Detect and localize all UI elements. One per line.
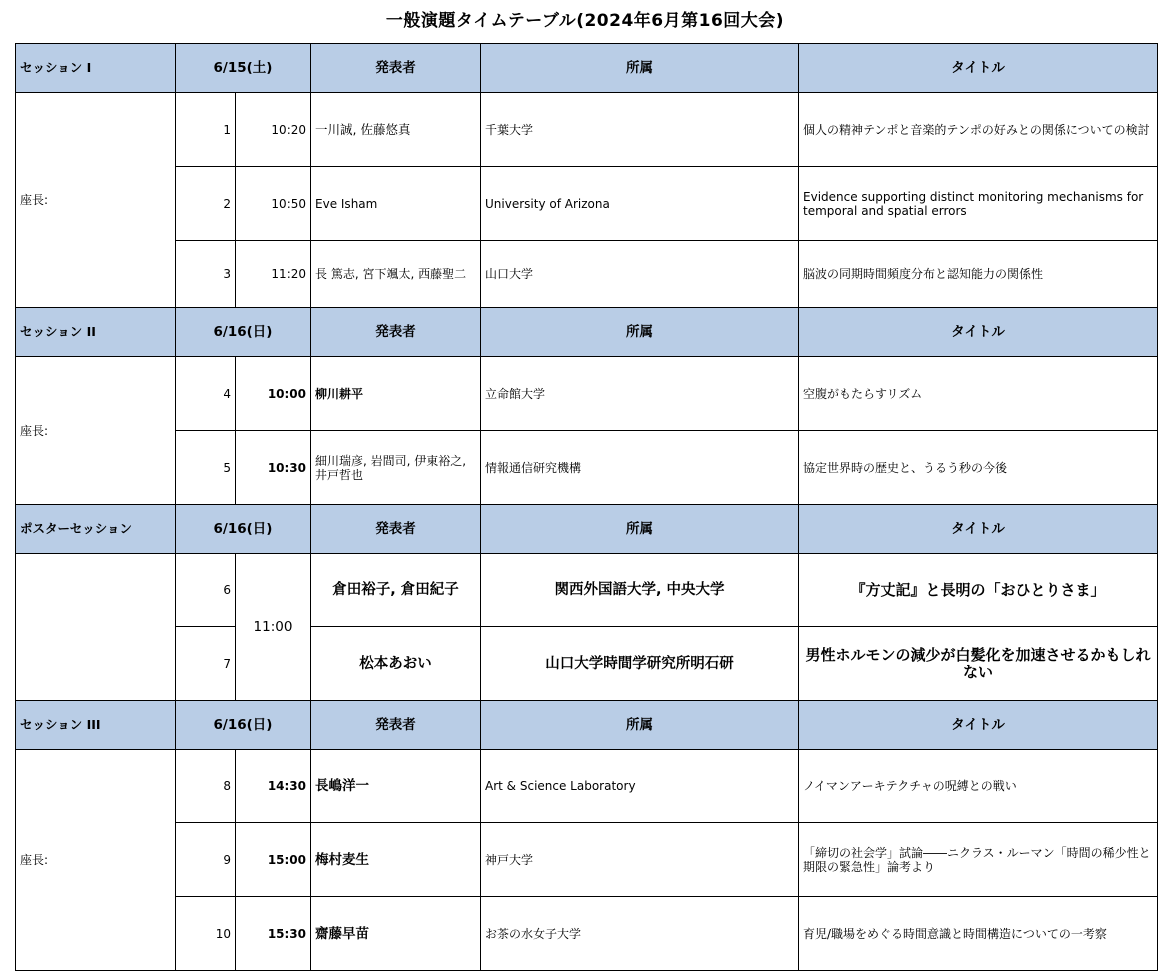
- presentation-number: 2: [176, 167, 236, 241]
- presenter: 長 篤志, 宮下颯太, 西藤聖二: [311, 241, 481, 308]
- presentation-time: 10:20: [236, 93, 311, 167]
- presentation-title: 「締切の社会学」試論――ニクラス・ルーマン「時間の稀少性と期限の緊急性」論考より: [799, 823, 1158, 897]
- session2-chair: 座長:: [16, 357, 176, 505]
- poster-header: [16, 505, 1158, 554]
- presentation-title: 男性ホルモンの減少が白髪化を加速させるかもしれない: [799, 627, 1158, 701]
- affiliation: 千葉大学: [481, 93, 799, 167]
- table-row: [16, 93, 1158, 167]
- affiliation: 神戸大学: [481, 823, 799, 897]
- affiliation: お茶の水女子大学: [481, 897, 799, 971]
- presenter-header: 発表者: [311, 308, 481, 357]
- affiliation: 立命館大学: [481, 357, 799, 431]
- presenter: Eve Isham: [311, 167, 481, 241]
- affiliation: University of Arizona: [481, 167, 799, 241]
- affiliation-header: 所属: [481, 308, 799, 357]
- table-row: [16, 897, 1158, 971]
- presentation-number: 3: [176, 241, 236, 308]
- session1-name: セッション I: [16, 44, 176, 93]
- presentation-time: 10:30: [236, 431, 311, 505]
- presentation-time: 10:00: [236, 357, 311, 431]
- session3-header: [16, 701, 1158, 750]
- table-row: [16, 627, 1158, 701]
- presenter-header: 発表者: [311, 505, 481, 554]
- presenter: 細川瑞彦, 岩間司, 伊東裕之, 井戸哲也: [311, 431, 481, 505]
- presenter: 倉田裕子, 倉田紀子: [311, 554, 481, 627]
- session2-name: セッション II: [16, 308, 176, 357]
- presentation-time: 15:30: [236, 897, 311, 971]
- table-row: [16, 750, 1158, 823]
- timetable: [15, 43, 1158, 971]
- table-row: [16, 167, 1158, 241]
- affiliation: 情報通信研究機構: [481, 431, 799, 505]
- presentation-number: 6: [176, 554, 236, 627]
- presentation-time: 10:50: [236, 167, 311, 241]
- presentation-number: 9: [176, 823, 236, 897]
- affiliation: 関西外国語大学, 中央大学: [481, 554, 799, 627]
- presentation-number: 8: [176, 750, 236, 823]
- presentation-title: 育児/職場をめぐる時間意識と時間構造についての一考察: [799, 897, 1158, 971]
- table-row: [16, 431, 1158, 505]
- presentation-title: 『方丈記』と長明の「おひとりさま」: [799, 554, 1158, 627]
- presentation-time: 15:00: [236, 823, 311, 897]
- presenter: 松本あおい: [311, 627, 481, 701]
- title-header: タイトル: [799, 505, 1158, 554]
- session1-date: 6/15(土): [176, 44, 311, 93]
- presentation-number: 1: [176, 93, 236, 167]
- affiliation-header: 所属: [481, 44, 799, 93]
- presenter: 梅村麦生: [311, 823, 481, 897]
- title-header: タイトル: [799, 308, 1158, 357]
- poster-chair-empty: [16, 554, 176, 701]
- presentation-title: 協定世界時の歴史と、うるう秒の今後: [799, 431, 1158, 505]
- presentation-time: 11:20: [236, 241, 311, 308]
- affiliation-header: 所属: [481, 701, 799, 750]
- affiliation-header: 所属: [481, 505, 799, 554]
- table-row: [16, 241, 1158, 308]
- affiliation: 山口大学時間学研究所明石研: [481, 627, 799, 701]
- presenter: 一川誠, 佐藤悠真: [311, 93, 481, 167]
- presentation-time: 14:30: [236, 750, 311, 823]
- table-row: [16, 357, 1158, 431]
- session2-date: 6/16(日): [176, 308, 311, 357]
- session3-date: 6/16(日): [176, 701, 311, 750]
- presentation-title: Evidence supporting distinct monitoring mechanisms for temporal and spatial errors: [799, 167, 1158, 241]
- presentation-title: 個人の精神テンポと音楽的テンポの好みとの関係についての検討: [799, 93, 1158, 167]
- title-header: タイトル: [799, 44, 1158, 93]
- title-header: タイトル: [799, 701, 1158, 750]
- affiliation: 山口大学: [481, 241, 799, 308]
- presentation-title: 脳波の同期時間頻度分布と認知能力の関係性: [799, 241, 1158, 308]
- table-row: [16, 823, 1158, 897]
- presentation-title: 空腹がもたらすリズム: [799, 357, 1158, 431]
- page-title: 一般演題タイムテーブル(2024年6月第16回大会): [385, 11, 785, 31]
- presentation-number: 7: [176, 627, 236, 701]
- presenter-header: 発表者: [311, 44, 481, 93]
- presentation-number: 5: [176, 431, 236, 505]
- poster-time: 11:00: [236, 554, 311, 701]
- table-row: [16, 554, 1158, 627]
- poster-date: 6/16(日): [176, 505, 311, 554]
- presentation-number: 10: [176, 897, 236, 971]
- presentation-number: 4: [176, 357, 236, 431]
- session2-header: [16, 308, 1158, 357]
- presenter: 齋藤早苗: [311, 897, 481, 971]
- session1-header: [16, 44, 1158, 93]
- presenter-header: 発表者: [311, 701, 481, 750]
- presenter: 柳川耕平: [311, 357, 481, 431]
- poster-name: ポスターセッション: [16, 505, 176, 554]
- session3-chair: 座長:: [16, 750, 176, 971]
- presenter: 長嶋洋一: [311, 750, 481, 823]
- presentation-title: ノイマンアーキテクチャの呪縛との戦い: [799, 750, 1158, 823]
- session1-chair: 座長:: [16, 93, 176, 308]
- affiliation: Art & Science Laboratory: [481, 750, 799, 823]
- session3-name: セッション III: [16, 701, 176, 750]
